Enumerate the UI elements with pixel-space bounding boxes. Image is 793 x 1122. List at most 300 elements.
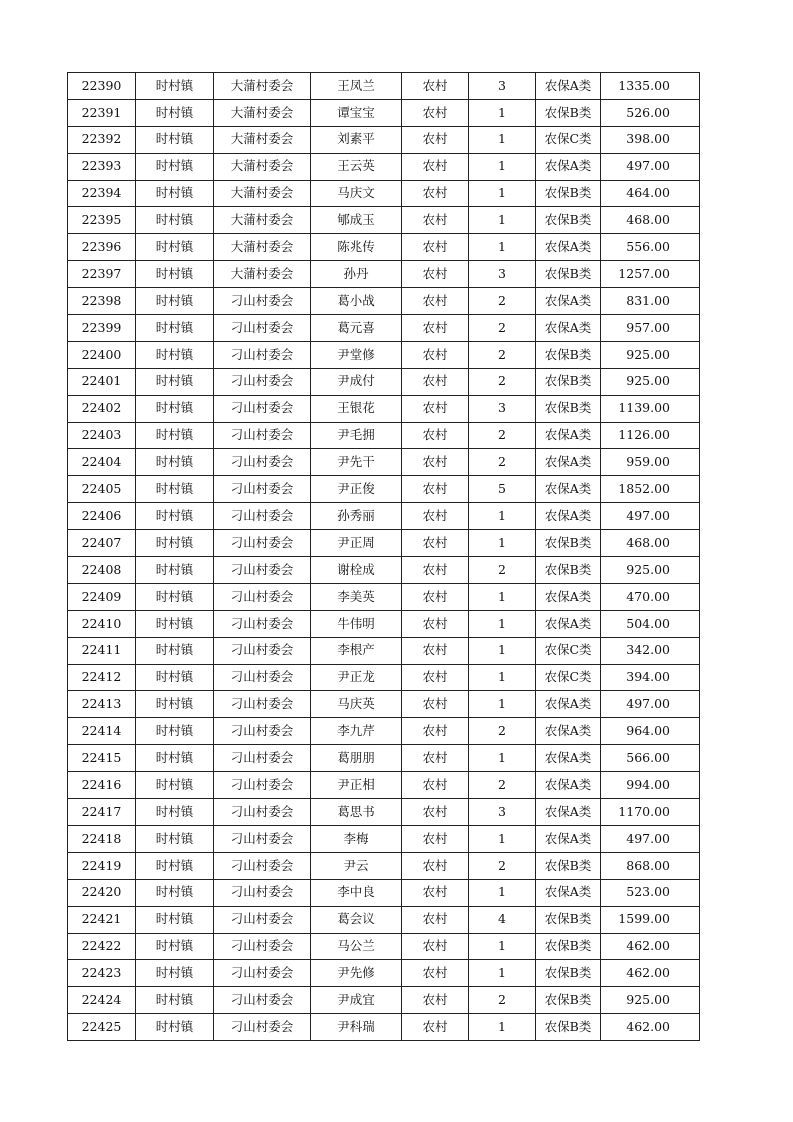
record-id-cell: 22404 (68, 449, 136, 476)
person-name-cell: 尹正龙 (311, 664, 402, 691)
member-count-cell: 1 (469, 583, 536, 610)
amount-cell: 462.00 (601, 933, 700, 960)
record-id-cell: 22412 (68, 664, 136, 691)
village-committee-cell: 刁山村委会 (214, 718, 311, 745)
amount-cell: 497.00 (601, 825, 700, 852)
record-id-cell: 22405 (68, 476, 136, 503)
town-cell: 时村镇 (136, 422, 214, 449)
record-id-cell: 22424 (68, 987, 136, 1014)
insurance-category-cell: 农保B类 (536, 99, 601, 126)
person-name-cell: 马公兰 (311, 933, 402, 960)
amount-cell: 1126.00 (601, 422, 700, 449)
insurance-category-cell: 农保B类 (536, 987, 601, 1014)
village-committee-cell: 刁山村委会 (214, 557, 311, 584)
record-id-cell: 22408 (68, 557, 136, 584)
town-cell: 时村镇 (136, 99, 214, 126)
amount-cell: 497.00 (601, 153, 700, 180)
village-committee-cell: 刁山村委会 (214, 503, 311, 530)
insurance-category-cell: 农保B类 (536, 557, 601, 584)
insurance-category-cell: 农保A类 (536, 449, 601, 476)
town-cell: 时村镇 (136, 180, 214, 207)
household-type-cell: 农村 (402, 664, 469, 691)
member-count-cell: 1 (469, 234, 536, 261)
record-id-cell: 22413 (68, 691, 136, 718)
insurance-category-cell: 农保A类 (536, 799, 601, 826)
amount-cell: 394.00 (601, 664, 700, 691)
household-type-cell: 农村 (402, 153, 469, 180)
insurance-category-cell: 农保A类 (536, 476, 601, 503)
household-type-cell: 农村 (402, 1014, 469, 1041)
amount-cell: 398.00 (601, 126, 700, 153)
person-name-cell: 李九芹 (311, 718, 402, 745)
insurance-category-cell: 农保A类 (536, 825, 601, 852)
village-committee-cell: 刁山村委会 (214, 476, 311, 503)
record-id-cell: 22415 (68, 745, 136, 772)
person-name-cell: 孙丹 (311, 261, 402, 288)
record-id-cell: 22416 (68, 772, 136, 799)
town-cell: 时村镇 (136, 664, 214, 691)
person-name-cell: 李根产 (311, 637, 402, 664)
household-type-cell: 农村 (402, 960, 469, 987)
village-committee-cell: 大蒲村委会 (214, 207, 311, 234)
person-name-cell: 刘素平 (311, 126, 402, 153)
record-id-cell: 22399 (68, 315, 136, 342)
amount-cell: 497.00 (601, 691, 700, 718)
household-type-cell: 农村 (402, 99, 469, 126)
table-row (68, 395, 700, 422)
member-count-cell: 3 (469, 799, 536, 826)
member-count-cell: 2 (469, 449, 536, 476)
town-cell: 时村镇 (136, 825, 214, 852)
insurance-category-cell: 农保B类 (536, 395, 601, 422)
household-type-cell: 农村 (402, 503, 469, 530)
person-name-cell: 王云英 (311, 153, 402, 180)
amount-cell: 1599.00 (601, 906, 700, 933)
table-row (68, 745, 700, 772)
record-id-cell: 22397 (68, 261, 136, 288)
record-id-cell: 22394 (68, 180, 136, 207)
table-row (68, 637, 700, 664)
village-committee-cell: 刁山村委会 (214, 315, 311, 342)
village-committee-cell: 刁山村委会 (214, 825, 311, 852)
member-count-cell: 1 (469, 745, 536, 772)
household-type-cell: 农村 (402, 288, 469, 315)
record-id-cell: 22396 (68, 234, 136, 261)
table-row (68, 422, 700, 449)
table-row (68, 73, 700, 100)
record-id-cell: 22409 (68, 583, 136, 610)
person-name-cell: 葛思书 (311, 799, 402, 826)
member-count-cell: 4 (469, 906, 536, 933)
insurance-category-cell: 农保B类 (536, 852, 601, 879)
village-committee-cell: 大蒲村委会 (214, 234, 311, 261)
record-id-cell: 22395 (68, 207, 136, 234)
amount-cell: 468.00 (601, 530, 700, 557)
table-row (68, 234, 700, 261)
record-id-cell: 22390 (68, 73, 136, 100)
member-count-cell: 2 (469, 772, 536, 799)
town-cell: 时村镇 (136, 557, 214, 584)
member-count-cell: 2 (469, 368, 536, 395)
member-count-cell: 1 (469, 637, 536, 664)
household-type-cell: 农村 (402, 395, 469, 422)
village-committee-cell: 大蒲村委会 (214, 261, 311, 288)
insurance-category-cell: 农保B类 (536, 261, 601, 288)
record-id-cell: 22425 (68, 1014, 136, 1041)
amount-cell: 462.00 (601, 960, 700, 987)
insurance-category-cell: 农保A类 (536, 153, 601, 180)
household-type-cell: 农村 (402, 207, 469, 234)
amount-cell: 470.00 (601, 583, 700, 610)
member-count-cell: 1 (469, 503, 536, 530)
table-row (68, 180, 700, 207)
village-committee-cell: 刁山村委会 (214, 610, 311, 637)
town-cell: 时村镇 (136, 987, 214, 1014)
member-count-cell: 1 (469, 691, 536, 718)
member-count-cell: 1 (469, 960, 536, 987)
person-name-cell: 陈兆传 (311, 234, 402, 261)
table-row (68, 530, 700, 557)
insurance-category-cell: 农保A类 (536, 745, 601, 772)
insurance-category-cell: 农保B类 (536, 530, 601, 557)
person-name-cell: 李梅 (311, 825, 402, 852)
village-committee-cell: 刁山村委会 (214, 852, 311, 879)
person-name-cell: 王凤兰 (311, 73, 402, 100)
person-name-cell: 尹正相 (311, 772, 402, 799)
town-cell: 时村镇 (136, 1014, 214, 1041)
village-committee-cell: 刁山村委会 (214, 583, 311, 610)
table-row (68, 583, 700, 610)
household-type-cell: 农村 (402, 315, 469, 342)
town-cell: 时村镇 (136, 799, 214, 826)
household-type-cell: 农村 (402, 879, 469, 906)
record-id-cell: 22421 (68, 906, 136, 933)
town-cell: 时村镇 (136, 745, 214, 772)
insurance-category-cell: 农保B类 (536, 906, 601, 933)
amount-cell: 566.00 (601, 745, 700, 772)
person-name-cell: 王银花 (311, 395, 402, 422)
table-row (68, 933, 700, 960)
member-count-cell: 3 (469, 395, 536, 422)
records-table (67, 72, 700, 1041)
amount-cell: 464.00 (601, 180, 700, 207)
insurance-category-cell: 农保A类 (536, 315, 601, 342)
record-id-cell: 22392 (68, 126, 136, 153)
table-row (68, 99, 700, 126)
person-name-cell: 马庆文 (311, 180, 402, 207)
amount-cell: 1257.00 (601, 261, 700, 288)
amount-cell: 342.00 (601, 637, 700, 664)
record-id-cell: 22406 (68, 503, 136, 530)
record-id-cell: 22402 (68, 395, 136, 422)
town-cell: 时村镇 (136, 610, 214, 637)
insurance-category-cell: 农保B类 (536, 1014, 601, 1041)
village-committee-cell: 刁山村委会 (214, 879, 311, 906)
village-committee-cell: 刁山村委会 (214, 745, 311, 772)
member-count-cell: 1 (469, 933, 536, 960)
insurance-category-cell: 农保C类 (536, 637, 601, 664)
village-committee-cell: 刁山村委会 (214, 960, 311, 987)
member-count-cell: 1 (469, 1014, 536, 1041)
member-count-cell: 1 (469, 825, 536, 852)
member-count-cell: 2 (469, 557, 536, 584)
person-name-cell: 尹堂修 (311, 341, 402, 368)
member-count-cell: 2 (469, 341, 536, 368)
member-count-cell: 1 (469, 99, 536, 126)
village-committee-cell: 刁山村委会 (214, 772, 311, 799)
household-type-cell: 农村 (402, 906, 469, 933)
person-name-cell: 谢栓成 (311, 557, 402, 584)
town-cell: 时村镇 (136, 933, 214, 960)
amount-cell: 497.00 (601, 503, 700, 530)
member-count-cell: 2 (469, 987, 536, 1014)
household-type-cell: 农村 (402, 987, 469, 1014)
table-row (68, 610, 700, 637)
table-row (68, 906, 700, 933)
member-count-cell: 1 (469, 153, 536, 180)
person-name-cell: 尹先修 (311, 960, 402, 987)
town-cell: 时村镇 (136, 906, 214, 933)
member-count-cell: 3 (469, 73, 536, 100)
table-row (68, 664, 700, 691)
amount-cell: 831.00 (601, 288, 700, 315)
town-cell: 时村镇 (136, 772, 214, 799)
village-committee-cell: 刁山村委会 (214, 530, 311, 557)
amount-cell: 925.00 (601, 557, 700, 584)
person-name-cell: 马庆英 (311, 691, 402, 718)
town-cell: 时村镇 (136, 153, 214, 180)
amount-cell: 868.00 (601, 852, 700, 879)
person-name-cell: 尹正周 (311, 530, 402, 557)
record-id-cell: 22400 (68, 341, 136, 368)
insurance-category-cell: 农保A类 (536, 583, 601, 610)
amount-cell: 925.00 (601, 368, 700, 395)
village-committee-cell: 刁山村委会 (214, 799, 311, 826)
person-name-cell: 孙秀丽 (311, 503, 402, 530)
household-type-cell: 农村 (402, 126, 469, 153)
village-committee-cell: 大蒲村委会 (214, 73, 311, 100)
amount-cell: 523.00 (601, 879, 700, 906)
member-count-cell: 2 (469, 422, 536, 449)
town-cell: 时村镇 (136, 718, 214, 745)
table-row (68, 852, 700, 879)
member-count-cell: 1 (469, 879, 536, 906)
household-type-cell: 农村 (402, 368, 469, 395)
insurance-category-cell: 农保A类 (536, 503, 601, 530)
table-row (68, 557, 700, 584)
town-cell: 时村镇 (136, 288, 214, 315)
person-name-cell: 李美英 (311, 583, 402, 610)
town-cell: 时村镇 (136, 852, 214, 879)
table-row (68, 126, 700, 153)
village-committee-cell: 大蒲村委会 (214, 180, 311, 207)
record-id-cell: 22403 (68, 422, 136, 449)
town-cell: 时村镇 (136, 583, 214, 610)
insurance-category-cell: 农保A类 (536, 234, 601, 261)
record-id-cell: 22418 (68, 825, 136, 852)
record-id-cell: 22414 (68, 718, 136, 745)
village-committee-cell: 刁山村委会 (214, 341, 311, 368)
household-type-cell: 农村 (402, 530, 469, 557)
table-row (68, 368, 700, 395)
person-name-cell: 尹正俊 (311, 476, 402, 503)
insurance-category-cell: 农保A类 (536, 73, 601, 100)
record-id-cell: 22417 (68, 799, 136, 826)
person-name-cell: 尹云 (311, 852, 402, 879)
household-type-cell: 农村 (402, 637, 469, 664)
household-type-cell: 农村 (402, 772, 469, 799)
household-type-cell: 农村 (402, 610, 469, 637)
village-committee-cell: 大蒲村委会 (214, 153, 311, 180)
village-committee-cell: 刁山村委会 (214, 1014, 311, 1041)
town-cell: 时村镇 (136, 315, 214, 342)
town-cell: 时村镇 (136, 73, 214, 100)
member-count-cell: 1 (469, 126, 536, 153)
household-type-cell: 农村 (402, 852, 469, 879)
records-body (68, 73, 700, 1041)
person-name-cell: 葛朋朋 (311, 745, 402, 772)
record-id-cell: 22401 (68, 368, 136, 395)
member-count-cell: 1 (469, 530, 536, 557)
record-id-cell: 22393 (68, 153, 136, 180)
member-count-cell: 2 (469, 315, 536, 342)
table-row (68, 449, 700, 476)
household-type-cell: 农村 (402, 745, 469, 772)
household-type-cell: 农村 (402, 799, 469, 826)
table-row (68, 799, 700, 826)
amount-cell: 1335.00 (601, 73, 700, 100)
amount-cell: 925.00 (601, 987, 700, 1014)
table-row (68, 207, 700, 234)
town-cell: 时村镇 (136, 691, 214, 718)
table-row (68, 315, 700, 342)
insurance-category-cell: 农保C类 (536, 664, 601, 691)
insurance-category-cell: 农保A类 (536, 772, 601, 799)
table-row (68, 960, 700, 987)
table-row (68, 288, 700, 315)
insurance-category-cell: 农保B类 (536, 180, 601, 207)
record-id-cell: 22410 (68, 610, 136, 637)
person-name-cell: 尹成付 (311, 368, 402, 395)
member-count-cell: 5 (469, 476, 536, 503)
table-row (68, 1014, 700, 1041)
town-cell: 时村镇 (136, 261, 214, 288)
household-type-cell: 农村 (402, 449, 469, 476)
household-type-cell: 农村 (402, 933, 469, 960)
amount-cell: 1139.00 (601, 395, 700, 422)
town-cell: 时村镇 (136, 530, 214, 557)
person-name-cell: 牛伟明 (311, 610, 402, 637)
household-type-cell: 农村 (402, 718, 469, 745)
amount-cell: 462.00 (601, 1014, 700, 1041)
village-committee-cell: 刁山村委会 (214, 449, 311, 476)
town-cell: 时村镇 (136, 879, 214, 906)
household-type-cell: 农村 (402, 73, 469, 100)
town-cell: 时村镇 (136, 368, 214, 395)
amount-cell: 957.00 (601, 315, 700, 342)
insurance-category-cell: 农保A类 (536, 288, 601, 315)
insurance-category-cell: 农保B类 (536, 933, 601, 960)
insurance-category-cell: 农保A类 (536, 718, 601, 745)
household-type-cell: 农村 (402, 476, 469, 503)
member-count-cell: 3 (469, 261, 536, 288)
person-name-cell: 葛会议 (311, 906, 402, 933)
amount-cell: 526.00 (601, 99, 700, 126)
insurance-category-cell: 农保C类 (536, 126, 601, 153)
table-row (68, 153, 700, 180)
amount-cell: 1170.00 (601, 799, 700, 826)
village-committee-cell: 刁山村委会 (214, 395, 311, 422)
town-cell: 时村镇 (136, 503, 214, 530)
village-committee-cell: 刁山村委会 (214, 422, 311, 449)
table-row (68, 718, 700, 745)
amount-cell: 504.00 (601, 610, 700, 637)
town-cell: 时村镇 (136, 637, 214, 664)
town-cell: 时村镇 (136, 126, 214, 153)
member-count-cell: 1 (469, 610, 536, 637)
table-row (68, 691, 700, 718)
person-name-cell: 尹毛拥 (311, 422, 402, 449)
amount-cell: 468.00 (601, 207, 700, 234)
town-cell: 时村镇 (136, 234, 214, 261)
person-name-cell: 尹成宜 (311, 987, 402, 1014)
insurance-category-cell: 农保A类 (536, 691, 601, 718)
member-count-cell: 2 (469, 288, 536, 315)
amount-cell: 994.00 (601, 772, 700, 799)
village-committee-cell: 刁山村委会 (214, 368, 311, 395)
insurance-category-cell: 农保B类 (536, 341, 601, 368)
member-count-cell: 2 (469, 718, 536, 745)
village-committee-cell: 刁山村委会 (214, 987, 311, 1014)
household-type-cell: 农村 (402, 422, 469, 449)
table-row (68, 503, 700, 530)
insurance-category-cell: 农保B类 (536, 207, 601, 234)
member-count-cell: 1 (469, 664, 536, 691)
town-cell: 时村镇 (136, 395, 214, 422)
household-type-cell: 农村 (402, 180, 469, 207)
town-cell: 时村镇 (136, 960, 214, 987)
household-type-cell: 农村 (402, 583, 469, 610)
town-cell: 时村镇 (136, 449, 214, 476)
town-cell: 时村镇 (136, 341, 214, 368)
record-id-cell: 22420 (68, 879, 136, 906)
table-row (68, 476, 700, 503)
amount-cell: 959.00 (601, 449, 700, 476)
village-committee-cell: 刁山村委会 (214, 664, 311, 691)
person-name-cell: 葛小战 (311, 288, 402, 315)
table-row (68, 261, 700, 288)
member-count-cell: 1 (469, 180, 536, 207)
village-committee-cell: 刁山村委会 (214, 906, 311, 933)
table-row (68, 987, 700, 1014)
person-name-cell: 葛元喜 (311, 315, 402, 342)
household-type-cell: 农村 (402, 261, 469, 288)
amount-cell: 964.00 (601, 718, 700, 745)
table-row (68, 879, 700, 906)
person-name-cell: 郇成玉 (311, 207, 402, 234)
insurance-category-cell: 农保B类 (536, 368, 601, 395)
record-id-cell: 22419 (68, 852, 136, 879)
household-type-cell: 农村 (402, 234, 469, 261)
record-id-cell: 22391 (68, 99, 136, 126)
record-id-cell: 22407 (68, 530, 136, 557)
insurance-category-cell: 农保A类 (536, 879, 601, 906)
record-id-cell: 22422 (68, 933, 136, 960)
person-name-cell: 李中良 (311, 879, 402, 906)
insurance-category-cell: 农保B类 (536, 960, 601, 987)
table-row (68, 772, 700, 799)
record-id-cell: 22411 (68, 637, 136, 664)
